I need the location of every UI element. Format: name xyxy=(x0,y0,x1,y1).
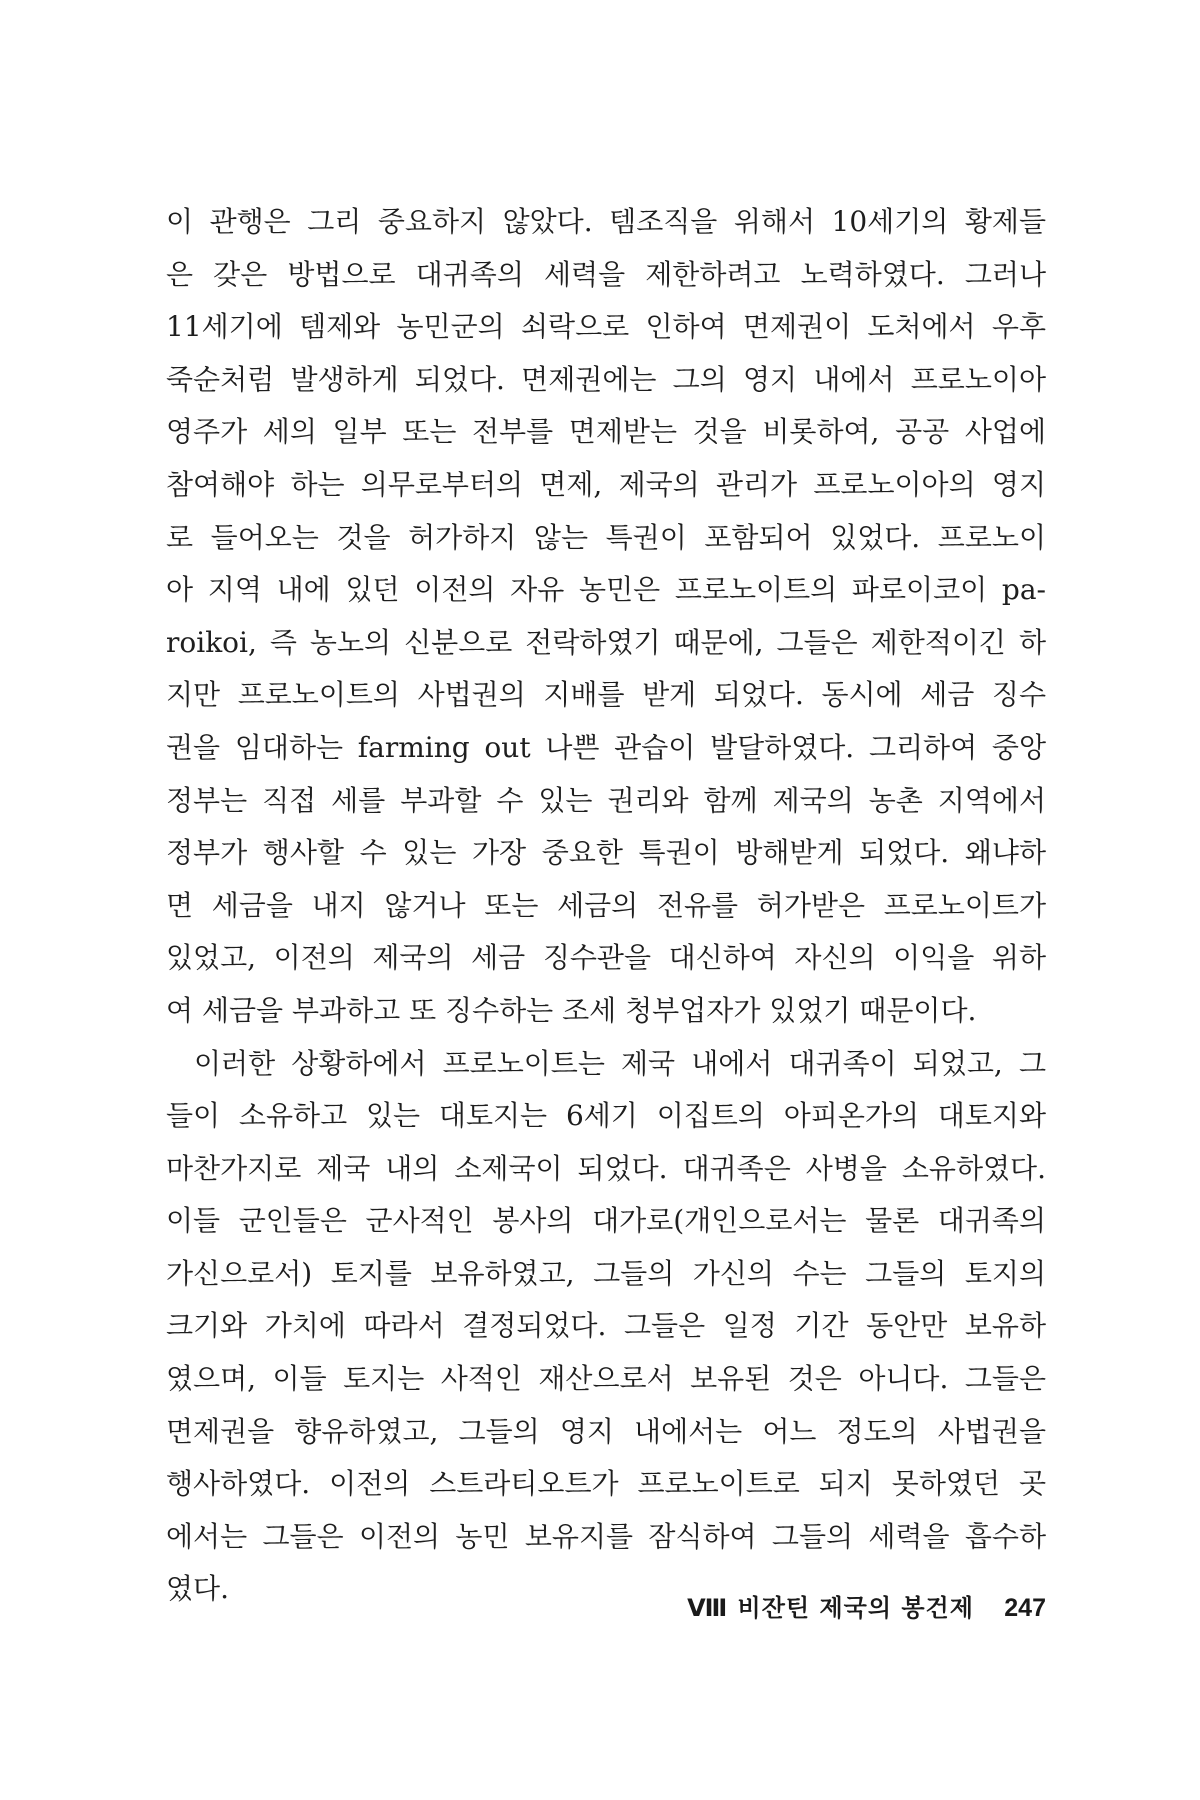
text-line: 들이 소유하고 있는 대토지는 6세기 이집트의 아피온가의 대토지와 xyxy=(166,1099,1046,1133)
text-line: 정부는 직접 세를 부과할 수 있는 권리와 함께 제국의 농촌 지역에서 xyxy=(166,783,1046,817)
paragraph-1 xyxy=(166,196,1046,1038)
text-line: 이러한 상황하에서 프로노이트는 제국 내에서 대귀족이 되었고, 그 xyxy=(194,1046,1046,1080)
text-line: 면제권을 향유하였고, 그들의 영지 내에서는 어느 정도의 사법권을 xyxy=(166,1414,1046,1448)
text-line: 영주가 세의 일부 또는 전부를 면제받는 것을 비롯하여, 공공 사업에 xyxy=(166,415,1046,449)
body-text xyxy=(166,196,1046,1616)
chapter-title: Ⅷ 비잔틴 제국의 봉건제 xyxy=(687,1594,974,1622)
paragraph-2 xyxy=(166,1038,1046,1617)
text-line: 였으며, 이들 토지는 사적인 재산으로서 보유된 것은 아니다. 그들은 xyxy=(166,1362,1046,1396)
text-line: 면 세금을 내지 않거나 또는 세금의 전유를 허가받은 프로노이트가 xyxy=(166,888,1046,922)
text-line: 이들 군인들은 군사적인 봉사의 대가로(개인으로서는 물론 대귀족의 xyxy=(166,1204,1046,1238)
text-line: 권을 임대하는 farming out 나쁜 관습이 발달하였다. 그리하여 중앙 xyxy=(166,730,1046,764)
text-line: 지만 프로노이트의 사법권의 지배를 받게 되었다. 동시에 세금 징수 xyxy=(166,678,1046,712)
text-line: 있었고, 이전의 제국의 세금 징수관을 대신하여 자신의 이익을 위하 xyxy=(166,941,1046,975)
text-line: 행사하였다. 이전의 스트라티오트가 프로노이트로 되지 못하였던 곳 xyxy=(166,1467,1046,1501)
running-footer xyxy=(687,1588,1046,1623)
text-line: 가신으로서) 토지를 보유하였고, 그들의 가신의 수는 그들의 토지의 xyxy=(166,1256,1046,1290)
text-line: 마찬가지로 제국 내의 소제국이 되었다. 대귀족은 사병을 소유하였다. xyxy=(166,1151,1046,1185)
text-line: 죽순처럼 발생하게 되었다. 면제권에는 그의 영지 내에서 프로노이아 xyxy=(166,362,1046,396)
page-number: 247 xyxy=(1004,1594,1046,1622)
text-line: 로 들어오는 것을 허가하지 않는 특권이 포함되어 있었다. 프로노이 xyxy=(166,520,1046,554)
text-line: 였다. xyxy=(166,1572,229,1606)
text-line: roikoi, 즉 농노의 신분으로 전락하였기 때문에, 그들은 제한적이긴 하 xyxy=(166,625,1046,659)
text-line: 참여해야 하는 의무로부터의 면제, 제국의 관리가 프로노이아의 영지 xyxy=(166,467,1046,501)
text-line: 11세기에 템제와 농민군의 쇠락으로 인하여 면제권이 도처에서 우후 xyxy=(166,310,1046,344)
text-line: 여 세금을 부과하고 또 징수하는 조세 청부업자가 있었기 때문이다. xyxy=(166,993,977,1027)
text-line: 에서는 그들은 이전의 농민 보유지를 잠식하여 그들의 세력을 흡수하 xyxy=(166,1519,1046,1553)
text-line: 크기와 가치에 따라서 결정되었다. 그들은 일정 기간 동안만 보유하 xyxy=(166,1309,1046,1343)
text-line: 정부가 행사할 수 있는 가장 중요한 특권이 방해받게 되었다. 왜냐하 xyxy=(166,836,1046,870)
text-line: 아 지역 내에 있던 이전의 자유 농민은 프로노이트의 파로이코이 pa- xyxy=(166,573,1046,607)
text-line: 이 관행은 그리 중요하지 않았다. 템조직을 위해서 10세기의 황제들 xyxy=(166,205,1046,238)
text-line: 은 갖은 방법으로 대귀족의 세력을 제한하려고 노력하였다. 그러나 xyxy=(166,257,1046,291)
